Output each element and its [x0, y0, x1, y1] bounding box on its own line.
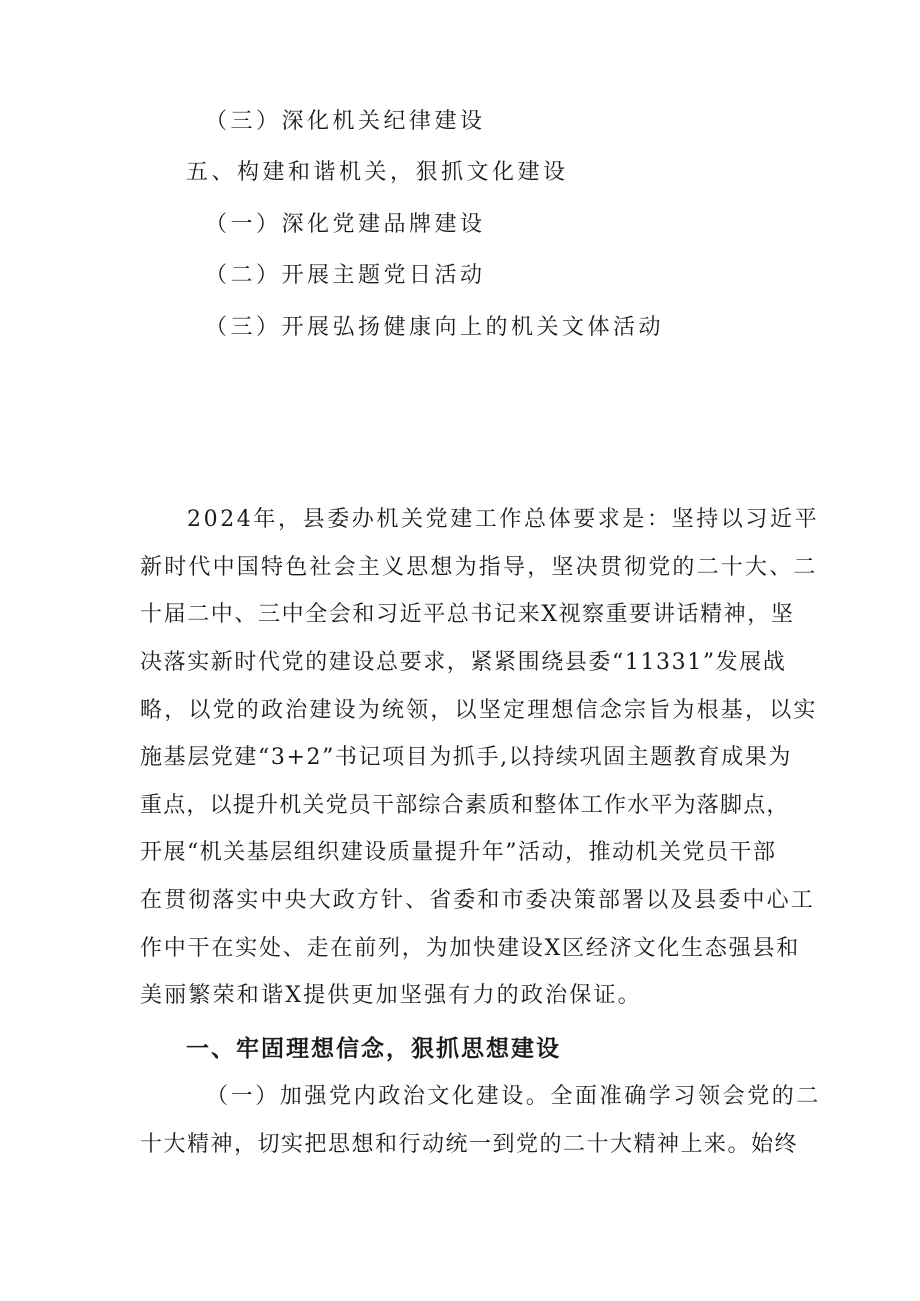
paragraph-line: 作中干在实处、走在前列，为加快建设X区经济文化生态强县和	[140, 936, 801, 961]
outline-item: （三）深化机关纪律建设	[205, 109, 486, 134]
section-heading: 一、牢固理想信念，狠抓思想建设	[186, 1036, 561, 1062]
paragraph-line: 施基层党建“3+2”书记项目为抓手,以持续巩固主题教育成果为	[140, 745, 792, 770]
paragraph-line: 决落实新时代党的建设总要求，紧紧围绕县委“11331”发展战	[140, 650, 787, 675]
paragraph-line: （一）加强党内政治文化建设。全面准确学习领会党的二	[206, 1084, 822, 1109]
paragraph-line: 略，以党的政治建设为统领，以坚定理想信念宗旨为根基，以实	[140, 698, 818, 723]
outline-heading: 五、构建和谐机关，狠抓文化建设	[186, 160, 569, 185]
outline-item: （三）开展弘扬健康向上的机关文体活动	[205, 315, 665, 340]
paragraph-line: 2024年，县委办机关党建工作总体要求是：坚持以习近平	[187, 507, 820, 532]
paragraph-line: 重点，以提升机关党员干部综合素质和整体工作水平为落脚点，	[140, 793, 790, 818]
outline-item: （一）深化党建品牌建设	[205, 212, 486, 237]
paragraph-line: 美丽繁荣和谐X提供更加坚强有力的政治保证。	[140, 983, 642, 1008]
paragraph-line: 在贯彻落实中央大政方针、省委和市委决策部署以及县委中心工	[140, 888, 815, 913]
paragraph-line: 十届二中、三中全会和习近平总书记来X视察重要讲话精神，坚	[140, 602, 795, 627]
paragraph-line: 开展“机关基层组织建设质量提升年”活动，推动机关党员干部	[140, 840, 777, 865]
paragraph-line: 十大精神，切实把思想和行动统一到党的二十大精神上来。始终	[140, 1132, 799, 1157]
paragraph-line: 新时代中国特色社会主义思想为指导，坚决贯彻党的二十大、二	[140, 555, 818, 580]
outline-item: （二）开展主题党日活动	[205, 263, 486, 288]
